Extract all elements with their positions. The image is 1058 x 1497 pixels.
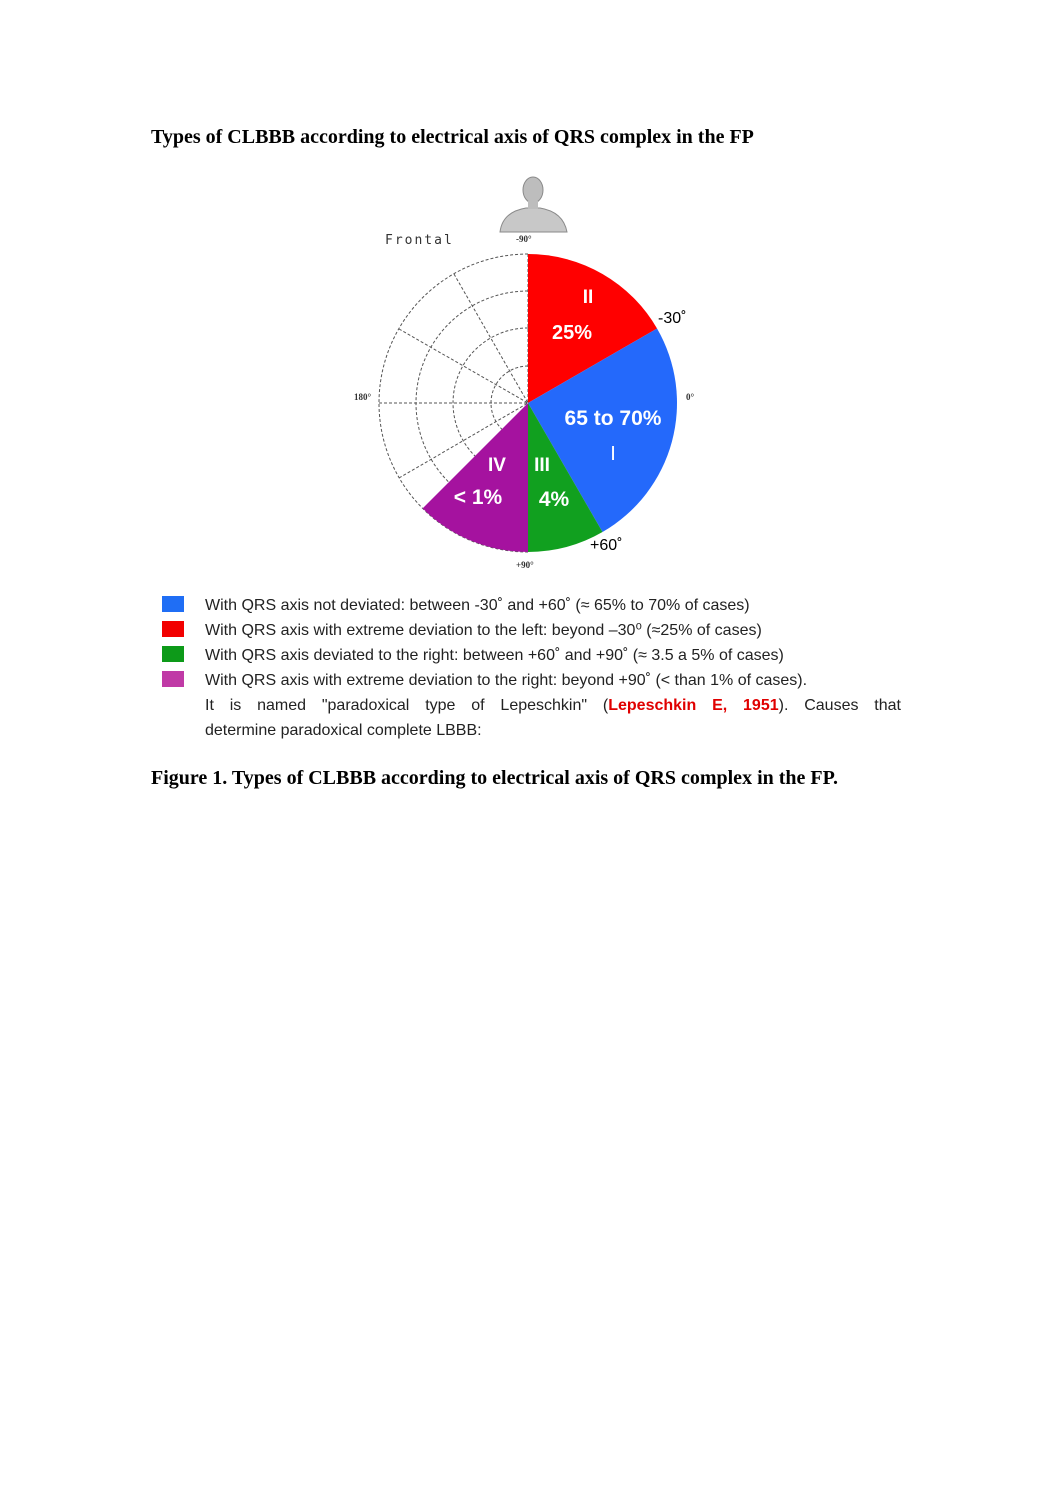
sector-III-percent: 4%: [538, 488, 570, 511]
legend-swatch-green: [162, 646, 184, 662]
angle-label-plus90: +90°: [516, 560, 534, 570]
legend-continuation-1-post: ). Causes that: [778, 697, 901, 714]
figure-caption-text: Types of CLBBB according to electrical axis of QRS complex in the FP.: [227, 767, 838, 789]
legend-row-blue: [162, 593, 902, 618]
sector-IV-percent: < 1%: [453, 486, 503, 509]
lepeschkin-reference: Lepeschkin E, 1951: [608, 697, 779, 714]
angle-label-180: 180°: [354, 392, 372, 402]
legend-continuation-1: [205, 693, 901, 718]
angle-label-0: 0°: [686, 392, 695, 402]
figure-caption: [151, 767, 838, 790]
angle-label-minus90: -90°: [516, 234, 532, 244]
document-title: Types of CLBBB according to electrical axis of QRS complex in the FP: [151, 126, 754, 148]
legend-row-green: [162, 643, 902, 668]
legend-row-red: [162, 618, 902, 643]
angle-label-minus30: -30˚: [658, 310, 687, 327]
sector-II-numeral: II: [582, 287, 594, 308]
legend-text-blue: With QRS axis not deviated: between -30˚ and +60˚ (≈ 65% to 70% of cases): [205, 597, 750, 614]
legend-swatch-red: [162, 621, 184, 637]
legend-swatch-purple: [162, 671, 184, 687]
sector-I-numeral: I: [610, 443, 616, 465]
legend-continuation-2: determine paradoxical complete LBBB:: [205, 722, 482, 739]
legend-swatch-blue: [162, 596, 184, 612]
sector-IV-numeral: IV: [488, 455, 506, 476]
torso-figure-icon: [500, 177, 567, 232]
plane-label: Frontal: [385, 233, 454, 248]
legend-row-purple: [162, 668, 902, 693]
axis-diagram-svg: [340, 170, 720, 590]
legend-text-purple: With QRS axis with extreme deviation to the right: beyond +90˚ (< than 1% of cases).: [205, 672, 808, 689]
legend-text-red: With QRS axis with extreme deviation to the left: beyond –30⁰ (≈25% of cases): [205, 622, 762, 639]
sector-III-numeral: III: [534, 455, 550, 476]
sector-I-percent: 65 to 70%: [564, 407, 662, 430]
figure-caption-lead: Figure 1.: [151, 767, 228, 789]
axis-diagram: [340, 170, 720, 590]
legend-continuation-1-pre: It is named "paradoxical type of Lepeschkin" (: [205, 697, 609, 714]
angle-label-plus60: +60˚: [590, 537, 623, 554]
sector-IV: [423, 403, 528, 552]
legend-text-green: With QRS axis deviated to the right: between +60˚ and +90˚ (≈ 3.5 a 5% of cases): [205, 647, 784, 664]
legend: [162, 593, 902, 743]
sector-II-percent: 25%: [551, 322, 593, 344]
